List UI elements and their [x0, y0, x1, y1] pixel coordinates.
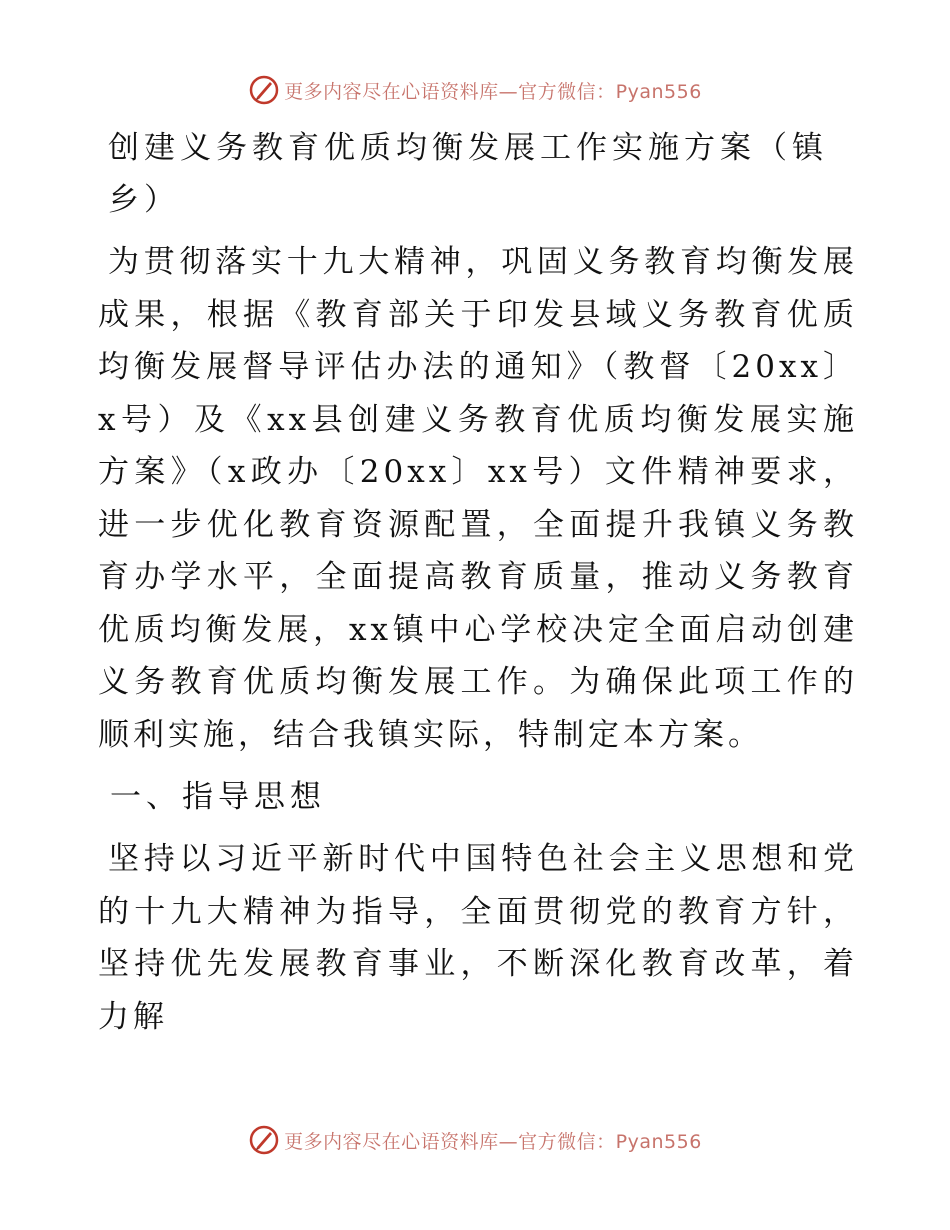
document-title: 创建义务教育优质均衡发展工作实施方案（镇乡）: [108, 130, 828, 218]
section-heading: 一、指导思想: [110, 779, 326, 815]
document-body: [98, 122, 858, 1053]
watermark-footer: [0, 1122, 950, 1158]
intro-paragraph: [98, 236, 858, 761]
section-paragraph: [98, 833, 858, 1043]
intro-paragraph-text: 为贯彻落实十九大精神，巩固义务教育均衡发展成果，根据《教育部关于印发县域义务教育优质均衡发展督导评估办法的通知》（教督〔20xx〕x号）及《xx县创建义务教育优质均衡发展实施方案》（x政办〔20xx〕xx号）文件精神要求，进一步优化教育资源配置，全面提升我镇义务教育办学水平，全面提高教育质量，推动义务教育优质均衡发展，xx镇中心学校决定全面启动创建义务教育优质均衡发展工作。为确保此项工作的顺利实施，结合我镇实际，特制定本方案。: [98, 244, 858, 753]
section-paragraph-text: 坚持以习近平新时代中国特色社会主义思想和党的十九大精神为指导，全面贯彻党的教育方针，坚持优先发展教育事业，不断深化教育改革，着力解: [98, 841, 858, 1035]
quill-pen-logo-icon: [248, 1124, 280, 1156]
watermark-text: 更多内容尽在心语资料库—官方微信：Pyan556: [284, 1130, 702, 1153]
watermark-text: 更多内容尽在心语资料库—官方微信：Pyan556: [284, 80, 702, 103]
watermark-header: [0, 72, 950, 108]
quill-pen-logo-icon: [248, 74, 280, 106]
